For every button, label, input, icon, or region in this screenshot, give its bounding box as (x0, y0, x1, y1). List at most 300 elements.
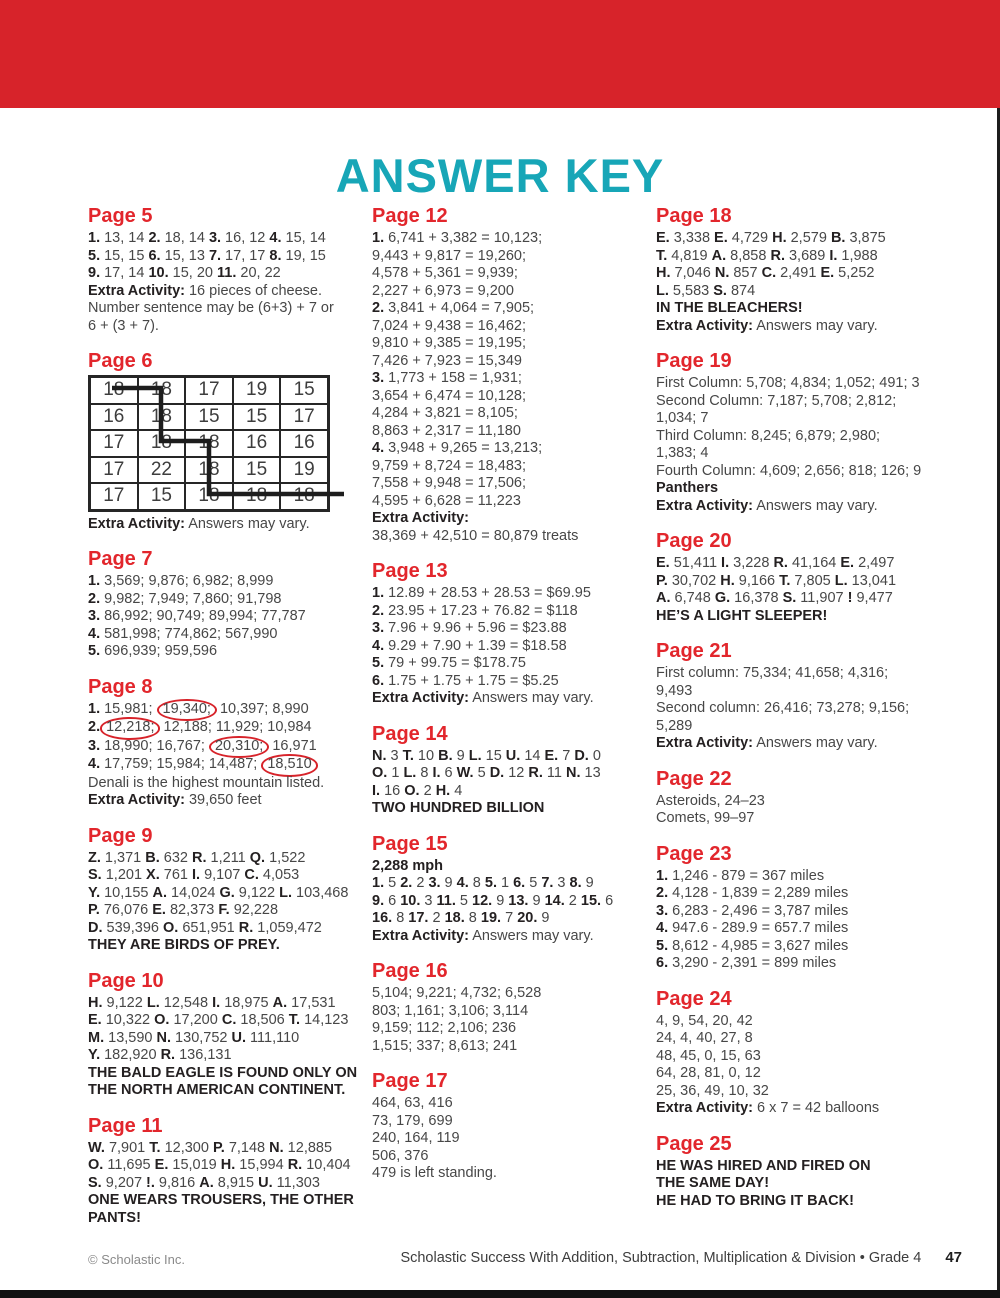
answer-line (656, 718, 972, 736)
answer-text: Number sentence may be (6+3) + 7 or (88, 300, 334, 316)
circled-answer: 20,310; (209, 736, 269, 759)
answer-text: 15,994 (235, 1157, 288, 1173)
answer-text: O. (372, 765, 388, 781)
answer-text: 12 (504, 765, 529, 781)
answer-text: 1 (496, 875, 514, 891)
answer-text: HE’S A LIGHT SLEEPER! (656, 607, 828, 624)
page-heading: Page 23 (656, 842, 732, 865)
answer-line (372, 1003, 648, 1021)
answer-text: 7,805 (790, 572, 835, 589)
answer-text: 3,228 (729, 555, 774, 571)
answer-line (656, 1193, 972, 1211)
answer-line (656, 480, 972, 498)
answer-text: 11. (436, 892, 456, 909)
answer-text: T. (779, 572, 791, 589)
answer-text: 1,211 (206, 849, 250, 866)
answer-line (372, 1165, 648, 1183)
answer-text: 15,981; (100, 700, 157, 717)
answer-text: 9. (372, 892, 385, 909)
answer-text: 9.29 + 7.90 + 1.39 = $18.58 (384, 637, 567, 654)
answer-text: 7,024 + 9,438 = 16,462; (372, 317, 526, 334)
answer-text: 24, 4, 40, 27, 8 (656, 1030, 753, 1046)
answer-text: 2. (656, 885, 669, 901)
answer-text: 1,371 (100, 849, 146, 866)
answer-text: 51,411 (669, 555, 722, 571)
answer-text: 9 (440, 875, 457, 891)
answer-text: 10. (148, 265, 169, 281)
grid-cell: 15 (185, 404, 233, 431)
answer-text: T. (402, 747, 414, 764)
answer-line (656, 700, 972, 718)
answer-line (88, 1030, 356, 1048)
answer-line (372, 405, 648, 423)
answer-text: 3,841 + 4,064 = 7,905; (384, 300, 535, 316)
answer-text: B. (145, 849, 160, 866)
answer-line (372, 1020, 648, 1038)
answer-text: 10,155 (100, 884, 153, 901)
answer-text: 9,207 (101, 1174, 147, 1191)
answer-line (372, 300, 648, 318)
answer-text: 30,702 (667, 572, 721, 589)
answer-text: 182,920 (100, 1047, 161, 1063)
answer-text: THEY ARE BIRDS OF PREY. (88, 937, 280, 953)
answer-text: 38,369 + 42,510 = 80,879 treats (372, 527, 579, 544)
answer-text: 39,650 feet (184, 792, 262, 808)
answer-line (656, 393, 972, 411)
answer-text: 539,396 (102, 919, 163, 936)
answer-text: 13,041 (847, 572, 897, 589)
answer-text: 12,885 (283, 1139, 333, 1156)
answer-line (656, 1048, 972, 1066)
answer-section (372, 560, 648, 708)
answer-text: 13,590 (104, 1029, 157, 1046)
answer-text: D. (574, 747, 589, 764)
answer-text: Extra Activity: (372, 510, 469, 526)
answer-text: 9,477 (852, 590, 893, 606)
answer-text: Asteroids, 24–23 (656, 792, 765, 809)
answer-line (88, 1140, 356, 1158)
grid-cell: 18 (185, 430, 233, 457)
answer-text: 4, 9, 54, 20, 42 (656, 1012, 753, 1029)
answer-line (656, 318, 972, 336)
answer-text: 103,468 (291, 884, 349, 901)
answer-text: I. (212, 994, 221, 1011)
answer-text: 1,246 - 879 = 367 miles (668, 867, 825, 884)
answer-line (656, 230, 972, 248)
answer-text: 9 (492, 892, 509, 909)
answer-text: 9. (88, 265, 101, 281)
answer-text: L. (146, 994, 160, 1011)
answer-text: 15, 13 (160, 247, 209, 264)
answer-text: A. (199, 1174, 214, 1191)
answer-text: 7,046 (670, 265, 715, 281)
answer-text: 6. (148, 247, 161, 264)
page-heading: Page 6 (88, 350, 153, 372)
answer-line (88, 516, 356, 534)
answer-text: PANTS! (88, 1209, 141, 1226)
answer-text: 6 x 7 = 42 balloons (752, 1100, 880, 1116)
answer-line (656, 920, 972, 938)
answer-text: B. (438, 747, 453, 764)
answer-line (88, 608, 356, 626)
answer-line (656, 1083, 972, 1101)
answer-text: THE BALD EAGLE IS FOUND ONLY ON (88, 1064, 358, 1081)
answer-text: E. (656, 555, 670, 571)
answer-text: E. (152, 902, 166, 918)
answer-text: 18,975 (220, 994, 273, 1011)
answer-text: 10. (400, 892, 421, 909)
answer-text: X. (146, 867, 160, 883)
answer-text: 4,729 (727, 230, 773, 246)
answer-section (656, 768, 972, 828)
answer-text: U. (505, 747, 521, 764)
answer-text: I. (372, 782, 381, 799)
answer-text: Comets, 99–97 (656, 810, 755, 826)
answer-text: A. (656, 590, 671, 606)
answer-text: 1. (88, 573, 101, 589)
answer-text: Answers may vary. (752, 497, 878, 514)
answer-text: 3,338 (669, 230, 715, 246)
answer-line (372, 1148, 648, 1166)
answer-text: Extra Activity: (88, 282, 185, 299)
answer-line (372, 318, 648, 336)
answer-text: THE NORTH AMERICAN CONTINENT. (88, 1082, 346, 1098)
answer-text: 20, 22 (236, 265, 281, 281)
answer-line (88, 318, 356, 336)
answer-text: D. (88, 919, 103, 936)
answer-text: C. (221, 1012, 237, 1028)
answer-text: 761 (159, 867, 192, 883)
answer-text: 9 (528, 892, 545, 909)
answer-text: I. (432, 765, 441, 781)
page-heading: Page 11 (88, 1114, 163, 1137)
answer-text: 8,858 (726, 247, 771, 264)
scan-edge-bottom (0, 1290, 1000, 1298)
answer-text: 1. (372, 585, 385, 601)
answer-text: 3. (88, 737, 101, 754)
answer-text: 3. (88, 608, 101, 624)
answer-text: 1,522 (265, 849, 306, 866)
page-number: 47 (945, 1249, 962, 1266)
answer-text: 2. (148, 230, 161, 246)
answer-text: E. (656, 230, 670, 246)
answer-section (372, 1070, 648, 1183)
answer-text: 506, 376 (372, 1147, 429, 1164)
answer-text: 9 (537, 910, 550, 926)
answer-text: C. (244, 867, 259, 883)
answer-line (88, 643, 356, 661)
answer-text: 18,990; 16,767; (100, 737, 209, 754)
grid-cell: 17 (280, 404, 328, 431)
answer-text: 4. (456, 875, 469, 891)
answer-line (372, 528, 648, 546)
answer-text: L. (468, 747, 482, 764)
answer-text: 17. (408, 910, 429, 926)
answer-text: 9,122 (234, 884, 280, 901)
answer-text: Extra Activity: (88, 515, 185, 532)
answer-line (88, 230, 356, 248)
answer-text: 5 (473, 765, 490, 781)
answer-text: M. (88, 1029, 105, 1046)
answer-text: 17,200 (169, 1012, 222, 1028)
copyright-text: © Scholastic Inc. (88, 1252, 186, 1267)
answer-column-3 (656, 205, 972, 1225)
answer-section (372, 833, 648, 946)
answer-text: 17,759; 15,984; 14,487; (100, 756, 262, 772)
answer-text: 6,741 + 3,382 = 10,123; (384, 230, 543, 246)
answer-text: 2,227 + 6,973 = 9,200 (372, 282, 514, 299)
answer-line (656, 375, 972, 393)
answer-line (88, 738, 356, 757)
answer-text: 1,034; 7 (656, 410, 709, 426)
answer-line (656, 955, 972, 973)
answer-text: 3 (420, 892, 437, 909)
answer-text: Extra Activity: (656, 317, 753, 334)
answer-text: Answers may vary. (468, 927, 594, 944)
answer-line (656, 300, 972, 318)
grid-cell: 18 (138, 377, 186, 404)
answer-text: 3. (208, 230, 222, 246)
answer-text: U. (231, 1029, 247, 1046)
answer-line (372, 335, 648, 353)
answer-text: 20. (517, 910, 538, 926)
answer-text: 651,951 (178, 919, 239, 936)
grid-cell: 17 (90, 483, 138, 510)
answer-text: 2,497 (854, 555, 895, 571)
answer-line (372, 603, 648, 621)
answer-line (372, 655, 648, 673)
answer-text: 5. (484, 875, 497, 891)
answer-text: 8. (569, 875, 582, 891)
answer-text: O. (162, 919, 179, 936)
grid-cell: 22 (138, 457, 186, 484)
answer-text: 9,122 (102, 994, 147, 1011)
page-heading: Page 22 (656, 767, 732, 790)
answer-text: 16. (372, 910, 393, 926)
page-heading: Page 18 (656, 205, 732, 227)
answer-line (88, 573, 356, 591)
answer-text: 6 + (3 + 7). (88, 317, 159, 334)
answer-line (372, 673, 648, 691)
answer-text: 2. (400, 875, 413, 891)
answer-text: 86,992; 90,749; 89,994; 77,787 (100, 608, 306, 624)
answer-text: Second Column: 7,187; 5,708; 2,812; (656, 392, 897, 409)
answer-text: 73, 179, 699 (372, 1112, 453, 1129)
answer-text: 15, 20 (168, 265, 218, 281)
answer-text: E. (714, 230, 728, 246)
answer-text: 19. (480, 910, 502, 926)
answer-section (372, 960, 648, 1055)
answer-line (656, 1013, 972, 1031)
answer-text: Extra Activity: (372, 927, 469, 944)
answer-text: 8 (392, 910, 409, 926)
answer-section (88, 205, 356, 335)
answer-text: 3,948 + 9,265 = 13,213; (384, 440, 543, 456)
grid-cell: 19 (233, 377, 281, 404)
answer-text: 1,059,472 (253, 919, 322, 936)
answer-text: 7 (558, 747, 575, 764)
answer-section (88, 350, 356, 533)
answer-text: N. (714, 265, 730, 281)
answer-line (88, 300, 356, 318)
answer-text: T. (288, 1012, 301, 1028)
answer-line (88, 719, 356, 738)
answer-line (656, 1065, 972, 1083)
page-heading: Page 9 (88, 824, 153, 847)
answer-line (372, 510, 648, 528)
answer-text: 464, 63, 416 (372, 1095, 453, 1111)
answer-text: Extra Activity: (88, 792, 185, 808)
answer-text: R. (773, 555, 788, 571)
answer-text: Denali is the highest mountain listed. (88, 774, 325, 791)
answer-text: 6 (440, 765, 457, 781)
answer-text: 0 (588, 747, 601, 764)
answer-line (88, 1082, 356, 1100)
answer-text: 5. (88, 643, 101, 659)
book-title: Scholastic Success With Addition, Subtraction, Multiplication & Division • Grade 4 (400, 1250, 922, 1266)
answer-text: 947.6 - 289.9 = 657.7 miles (668, 920, 849, 936)
grid-cell: 16 (90, 404, 138, 431)
answer-section (88, 548, 356, 661)
answer-text: 10,404 (302, 1157, 351, 1173)
answer-line (372, 585, 648, 603)
grid-cell: 19 (280, 457, 328, 484)
answer-text: 5,252 (834, 265, 875, 281)
answer-line (88, 1065, 356, 1083)
answer-line (656, 608, 972, 626)
answer-text: H. (435, 782, 451, 799)
answer-text: N. (372, 747, 387, 764)
answer-line (372, 765, 648, 783)
answer-text: E. (840, 555, 855, 571)
answer-text: I. (192, 867, 201, 883)
answer-line (372, 265, 648, 283)
answer-text: F. (218, 902, 230, 918)
answer-text: 857 (729, 265, 762, 281)
answer-text: 16 (380, 782, 405, 799)
answer-line (656, 498, 972, 516)
answer-text: 3 (386, 747, 403, 764)
page-heading: Page 12 (372, 205, 448, 227)
grid-cell: 15 (138, 483, 186, 510)
grid-cell: 15 (233, 457, 281, 484)
answer-text: 11,907 (796, 590, 848, 606)
answer-text: 13. (508, 892, 529, 909)
answer-text: E. (88, 1012, 102, 1028)
answer-text: 8,863 + 2,317 = 11,180 (372, 422, 521, 439)
answer-text: 1,515; 337; 8,613; 241 (372, 1037, 518, 1054)
answer-line (656, 735, 972, 753)
answer-line (656, 1158, 972, 1176)
grid-cell: 18 (185, 483, 233, 510)
answer-text: E. (544, 747, 559, 764)
answer-line (372, 875, 648, 893)
answer-text: O. (88, 1157, 104, 1173)
footer (400, 1249, 962, 1266)
answer-text: 9,982; 7,949; 7,860; 91,798 (100, 590, 282, 607)
answer-line (88, 867, 356, 885)
answer-line (88, 920, 356, 938)
answer-text: 12,300 (160, 1139, 213, 1156)
answer-line (88, 283, 356, 301)
answer-line (656, 938, 972, 956)
answer-section (88, 825, 356, 955)
answer-section (656, 205, 972, 335)
answer-text: 3,689 (784, 247, 830, 264)
grid-cell: 15 (280, 377, 328, 404)
answer-text: 3,569; 9,876; 6,982; 8,999 (100, 573, 274, 589)
answer-text: Extra Activity: (656, 497, 753, 514)
answer-text: 79 + 99.75 = $178.75 (384, 655, 526, 671)
answer-text: 15, 14 (281, 230, 326, 246)
answer-text: P. (656, 572, 668, 589)
grid-cell: 18 (90, 377, 138, 404)
answer-line (656, 903, 972, 921)
answer-text: 8 (464, 910, 481, 926)
grid-cell: 18 (280, 483, 328, 510)
page-heading: Page 7 (88, 548, 153, 570)
answer-line (372, 928, 648, 946)
answer-text: 4,819 (667, 247, 712, 264)
answer-line (656, 428, 972, 446)
answer-text: THE SAME DAY! (656, 1175, 770, 1191)
answer-line (656, 463, 972, 481)
answer-text: 15 (481, 747, 506, 764)
answer-section (656, 988, 972, 1118)
answer-text: 874 (726, 282, 756, 299)
answer-text: 5. (656, 937, 669, 954)
page-heading: Page 13 (372, 560, 448, 582)
answer-text: T. (149, 1139, 161, 1156)
answer-text: 15. (580, 892, 602, 909)
answer-line (656, 1100, 972, 1118)
answer-line (88, 902, 356, 920)
answer-text: 2 (428, 910, 445, 926)
page-heading: Page 16 (372, 960, 448, 982)
answer-text: 5 (455, 892, 472, 909)
answer-text: L. (656, 282, 669, 299)
answer-text: 10,397; 8,990 (215, 700, 309, 717)
answer-text: I. (721, 555, 730, 571)
answer-text: 1. (88, 230, 101, 246)
answer-text: 7,426 + 7,923 = 15,349 (372, 352, 522, 369)
answer-text: Extra Activity: (656, 1100, 753, 1116)
answer-text: Q. (249, 849, 266, 866)
answer-line (372, 353, 648, 371)
answer-text: 2,579 (786, 230, 831, 246)
answer-text: H. (720, 572, 735, 589)
answer-text: Third Column: 8,245; 6,879; 2,980; (656, 427, 881, 444)
answer-text: 7,558 + 9,948 = 17,506; (372, 475, 526, 491)
answer-section (656, 843, 972, 973)
answer-text: !. (146, 1174, 155, 1191)
answer-text: N. (156, 1029, 172, 1046)
answer-line (372, 475, 648, 493)
answer-text: 4,595 + 6,628 = 11,223 (372, 492, 521, 509)
answer-text: G. (714, 590, 731, 606)
answer-text: U. (258, 1174, 273, 1191)
answer-section (656, 1133, 972, 1211)
answer-line (372, 638, 648, 656)
top-red-banner (0, 0, 1000, 108)
answer-text: 3 (553, 875, 570, 891)
answer-text: 17,531 (287, 994, 336, 1011)
grid-cell: 18 (138, 430, 186, 457)
answer-text: 5. (372, 655, 385, 671)
answer-text: 15,019 (168, 1157, 221, 1173)
page-heading: Page 17 (372, 1070, 448, 1092)
answer-section (88, 1115, 356, 1228)
